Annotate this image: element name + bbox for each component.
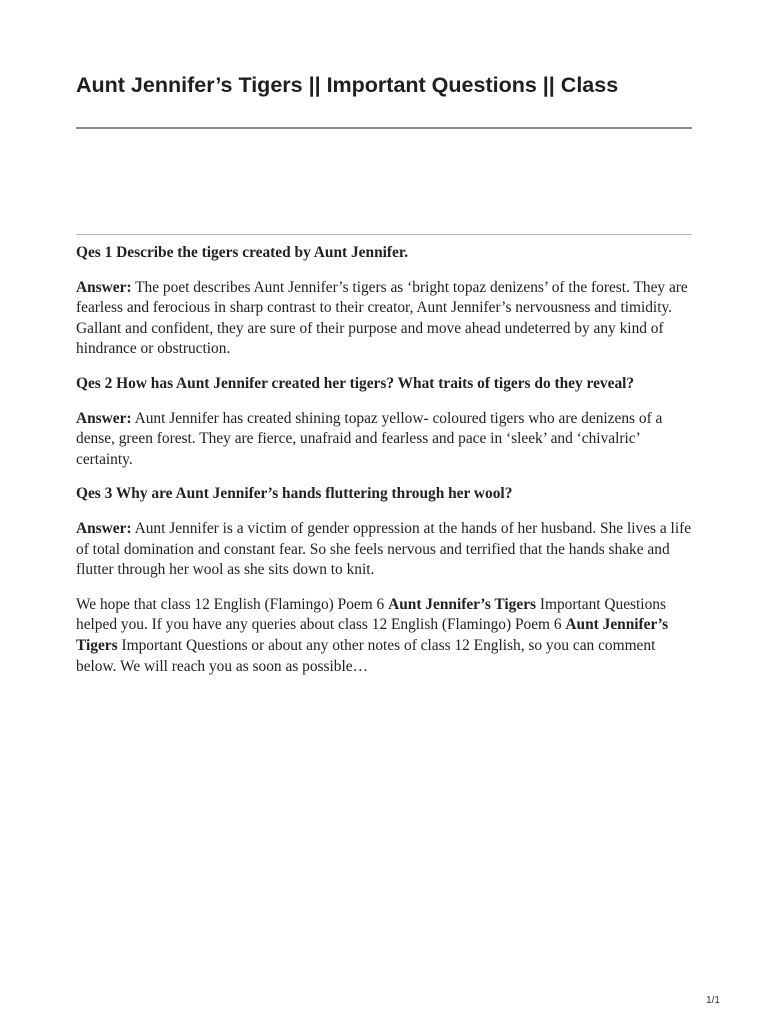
answer-1 xyxy=(76,278,694,360)
closing-text: Important Questions or about any other notes of class 12 English, so you can comment below. We will reach you as soon as possible… xyxy=(76,636,656,675)
answer-2 xyxy=(76,409,694,471)
title-divider xyxy=(76,127,692,129)
question-1: Qes 1 Describe the tigers created by Aunt Jennifer. xyxy=(76,244,409,261)
content-divider xyxy=(76,234,692,235)
answer-3 xyxy=(76,519,694,581)
page-title: Aunt Jennifer’s Tigers || Important Questions || Class xyxy=(76,73,619,97)
poem-title-bold: Aunt Jennifer’s Tigers xyxy=(388,595,537,613)
answer-text: Aunt Jennifer is a victim of gender oppression at the hands of her husband. She lives a life of total domination and constant fear. So she feels nervous and terrified that the hands shake and flutter through her wool as she sits down to knit. xyxy=(76,519,692,579)
closing-text: Important Questions helped you. If you have any queries about class 12 English (Flamingo) Poem 6 xyxy=(76,595,666,634)
article-body xyxy=(76,243,694,691)
closing-paragraph xyxy=(76,595,694,677)
answer-text: Aunt Jennifer has created shining topaz yellow- coloured tigers who are denizens of a dense, green forest. They are fierce, unafraid and fearless and pace in ‘sleek’ and ‘chivalric’ certainty. xyxy=(76,409,663,468)
page-number: 1/1 xyxy=(706,995,720,1006)
poem-title-bold: Aunt Jennifer’s Tigers xyxy=(76,616,669,654)
answer-label: Answer: xyxy=(76,519,132,537)
question-3: Qes 3 Why are Aunt Jennifer’s hands fluttering through her wool? xyxy=(76,485,513,503)
answer-label: Answer: xyxy=(76,409,132,427)
answer-text: The poet describes Aunt Jennifer’s tigers as ‘bright topaz denizens’ of the forest. They are fearless and ferocious in sharp contrast to their creator, Aunt Jennifer’s nervousness and timidity. Gallant and confident, they are sure of their purpose and move ahead undeterred by any kind of hindrance or obstruction. xyxy=(76,278,688,358)
answer-label: Answer: xyxy=(76,278,132,296)
question-2: Qes 2 How has Aunt Jennifer created her tigers? What traits of tigers do they reveal? xyxy=(76,374,635,392)
closing-text: We hope that class 12 English (Flamingo) Poem 6 xyxy=(76,595,389,613)
